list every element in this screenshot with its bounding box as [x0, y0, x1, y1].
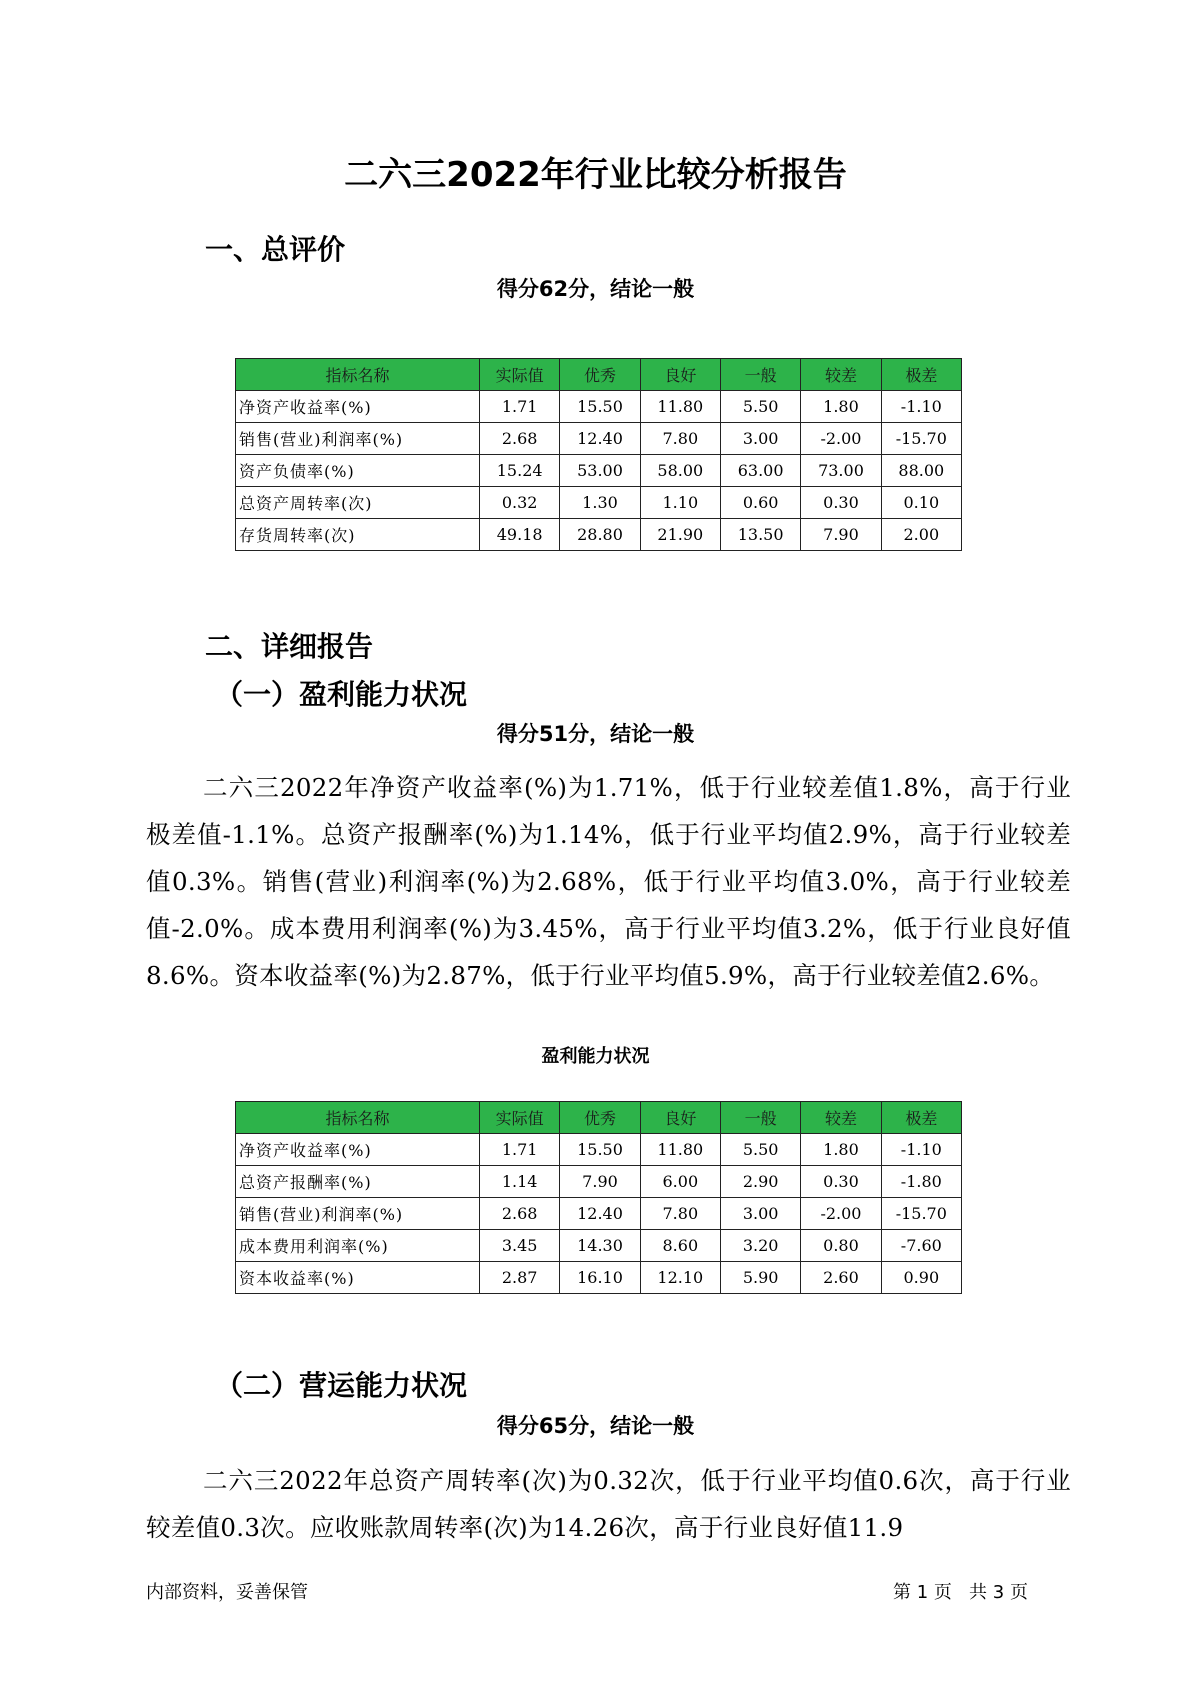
indicator-name-cell: 净资产收益率(%)	[236, 391, 480, 423]
profit-indicator-table	[235, 1101, 962, 1294]
value-cell: 3.45	[480, 1230, 560, 1262]
section-heading-detail: 二、详细报告	[205, 630, 374, 663]
value-cell: 2.90	[720, 1166, 800, 1198]
value-cell: 6.00	[640, 1166, 720, 1198]
value-cell: 12.40	[560, 1198, 640, 1230]
table-row	[236, 487, 962, 519]
value-cell: 0.90	[881, 1262, 961, 1294]
footer-confidential-note: 内部资料，妥善保管	[146, 1582, 308, 1603]
value-cell: -1.10	[881, 391, 961, 423]
value-cell: -1.10	[881, 1134, 961, 1166]
value-cell: 2.00	[881, 519, 961, 551]
value-cell: 7.90	[801, 519, 881, 551]
value-cell: 53.00	[560, 455, 640, 487]
column-header: 较差	[801, 359, 881, 391]
value-cell: 0.60	[720, 487, 800, 519]
value-cell: 73.00	[801, 455, 881, 487]
value-cell: 58.00	[640, 455, 720, 487]
indicator-name-cell: 资产负债率(%)	[236, 455, 480, 487]
indicator-name-cell: 净资产收益率(%)	[236, 1134, 480, 1166]
value-cell: 13.50	[720, 519, 800, 551]
column-header: 指标名称	[236, 1102, 480, 1134]
value-cell: -2.00	[801, 1198, 881, 1230]
indicator-name-cell: 总资产报酬率(%)	[236, 1166, 480, 1198]
column-header: 良好	[640, 359, 720, 391]
value-cell: 63.00	[720, 455, 800, 487]
table-row	[236, 1262, 962, 1294]
column-header: 实际值	[480, 1102, 560, 1134]
value-cell: 1.71	[480, 391, 560, 423]
table-row	[236, 455, 962, 487]
column-header: 良好	[640, 1102, 720, 1134]
operation-score: 得分65分，结论一般	[496, 1414, 695, 1438]
value-cell: -2.00	[801, 423, 881, 455]
table-header-row	[236, 359, 962, 391]
value-cell: 15.50	[560, 1134, 640, 1166]
value-cell: 14.30	[560, 1230, 640, 1262]
value-cell: 15.24	[480, 455, 560, 487]
table-row	[236, 1230, 962, 1262]
value-cell: 21.90	[640, 519, 720, 551]
profit-table-caption: 盈利能力状况	[541, 1046, 650, 1067]
overall-indicator-table	[235, 358, 962, 551]
indicator-name-cell: 销售(营业)利润率(%)	[236, 423, 480, 455]
table-row	[236, 1134, 962, 1166]
value-cell: 3.20	[720, 1230, 800, 1262]
indicator-name-cell: 销售(营业)利润率(%)	[236, 1198, 480, 1230]
value-cell: 16.10	[560, 1262, 640, 1294]
value-cell: 0.30	[801, 1166, 881, 1198]
column-header: 极差	[881, 359, 961, 391]
subsection-heading-operation: （二）营运能力状况	[215, 1369, 468, 1402]
value-cell: 7.90	[560, 1166, 640, 1198]
column-header: 一般	[720, 1102, 800, 1134]
value-cell: 15.50	[560, 391, 640, 423]
value-cell: 2.68	[480, 1198, 560, 1230]
value-cell: 1.80	[801, 1134, 881, 1166]
value-cell: 0.30	[801, 487, 881, 519]
value-cell: 1.71	[480, 1134, 560, 1166]
indicator-name-cell: 存货周转率(次)	[236, 519, 480, 551]
table-row	[236, 391, 962, 423]
report-title: 二六三2022年行业比较分析报告	[344, 155, 847, 195]
value-cell: 7.80	[640, 423, 720, 455]
indicator-name-cell: 资本收益率(%)	[236, 1262, 480, 1294]
value-cell: 2.87	[480, 1262, 560, 1294]
value-cell: 7.80	[640, 1198, 720, 1230]
table-row	[236, 423, 962, 455]
value-cell: 28.80	[560, 519, 640, 551]
value-cell: -7.60	[881, 1230, 961, 1262]
value-cell: 11.80	[640, 1134, 720, 1166]
value-cell: 8.60	[640, 1230, 720, 1262]
column-header: 实际值	[480, 359, 560, 391]
value-cell: 1.14	[480, 1166, 560, 1198]
value-cell: 11.80	[640, 391, 720, 423]
value-cell: -15.70	[881, 1198, 961, 1230]
overall-score: 得分62分，结论一般	[496, 277, 695, 301]
value-cell: 0.80	[801, 1230, 881, 1262]
table-row	[236, 1198, 962, 1230]
table-row	[236, 1166, 962, 1198]
column-header: 一般	[720, 359, 800, 391]
operation-paragraph: 二六三2022年总资产周转率(次)为0.32次，低于行业平均值0.6次，高于行业较差值0.3次。应收账款周转率(次)为14.26次，高于行业良好值11.9	[146, 1466, 1071, 1542]
value-cell: 1.10	[640, 487, 720, 519]
column-header: 指标名称	[236, 359, 480, 391]
value-cell: -1.80	[881, 1166, 961, 1198]
value-cell: 5.50	[720, 1134, 800, 1166]
column-header: 极差	[881, 1102, 961, 1134]
section-heading-overall: 一、总评价	[205, 233, 346, 266]
value-cell: 0.32	[480, 487, 560, 519]
column-header: 较差	[801, 1102, 881, 1134]
value-cell: 3.00	[720, 1198, 800, 1230]
value-cell: 2.60	[801, 1262, 881, 1294]
column-header: 优秀	[560, 359, 640, 391]
value-cell: 88.00	[881, 455, 961, 487]
table-row	[236, 519, 962, 551]
value-cell: 1.30	[560, 487, 640, 519]
subsection-heading-profit: （一）盈利能力状况	[215, 678, 468, 711]
value-cell: 12.10	[640, 1262, 720, 1294]
column-header: 优秀	[560, 1102, 640, 1134]
value-cell: 2.68	[480, 423, 560, 455]
profit-score: 得分51分，结论一般	[496, 722, 695, 746]
value-cell: -15.70	[881, 423, 961, 455]
value-cell: 12.40	[560, 423, 640, 455]
value-cell: 0.10	[881, 487, 961, 519]
value-cell: 49.18	[480, 519, 560, 551]
value-cell: 5.50	[720, 391, 800, 423]
profit-paragraph: 二六三2022年净资产收益率(%)为1.71%，低于行业较差值1.8%，高于行业极差值-1.1%。总资产报酬率(%)为1.14%，低于行业平均值2.9%，高于行业较差值0.3%。销售(营业)利润率(%)为2.68%，低于行业平均值3.0%，高于行业较差值-2.0%。成本费用利润率(%)为3.45%，高于行业平均值3.2%，低于行业良好值8.6%。资本收益率(%)为2.87%，低于行业平均值5.9%，高于行业较差值2.6%。	[146, 773, 1071, 990]
indicator-name-cell: 成本费用利润率(%)	[236, 1230, 480, 1262]
table-header-row	[236, 1102, 962, 1134]
value-cell: 5.90	[720, 1262, 800, 1294]
value-cell: 3.00	[720, 423, 800, 455]
indicator-name-cell: 总资产周转率(次)	[236, 487, 480, 519]
footer-page-number: 第 1 页 共 3 页	[893, 1582, 1028, 1603]
value-cell: 1.80	[801, 391, 881, 423]
